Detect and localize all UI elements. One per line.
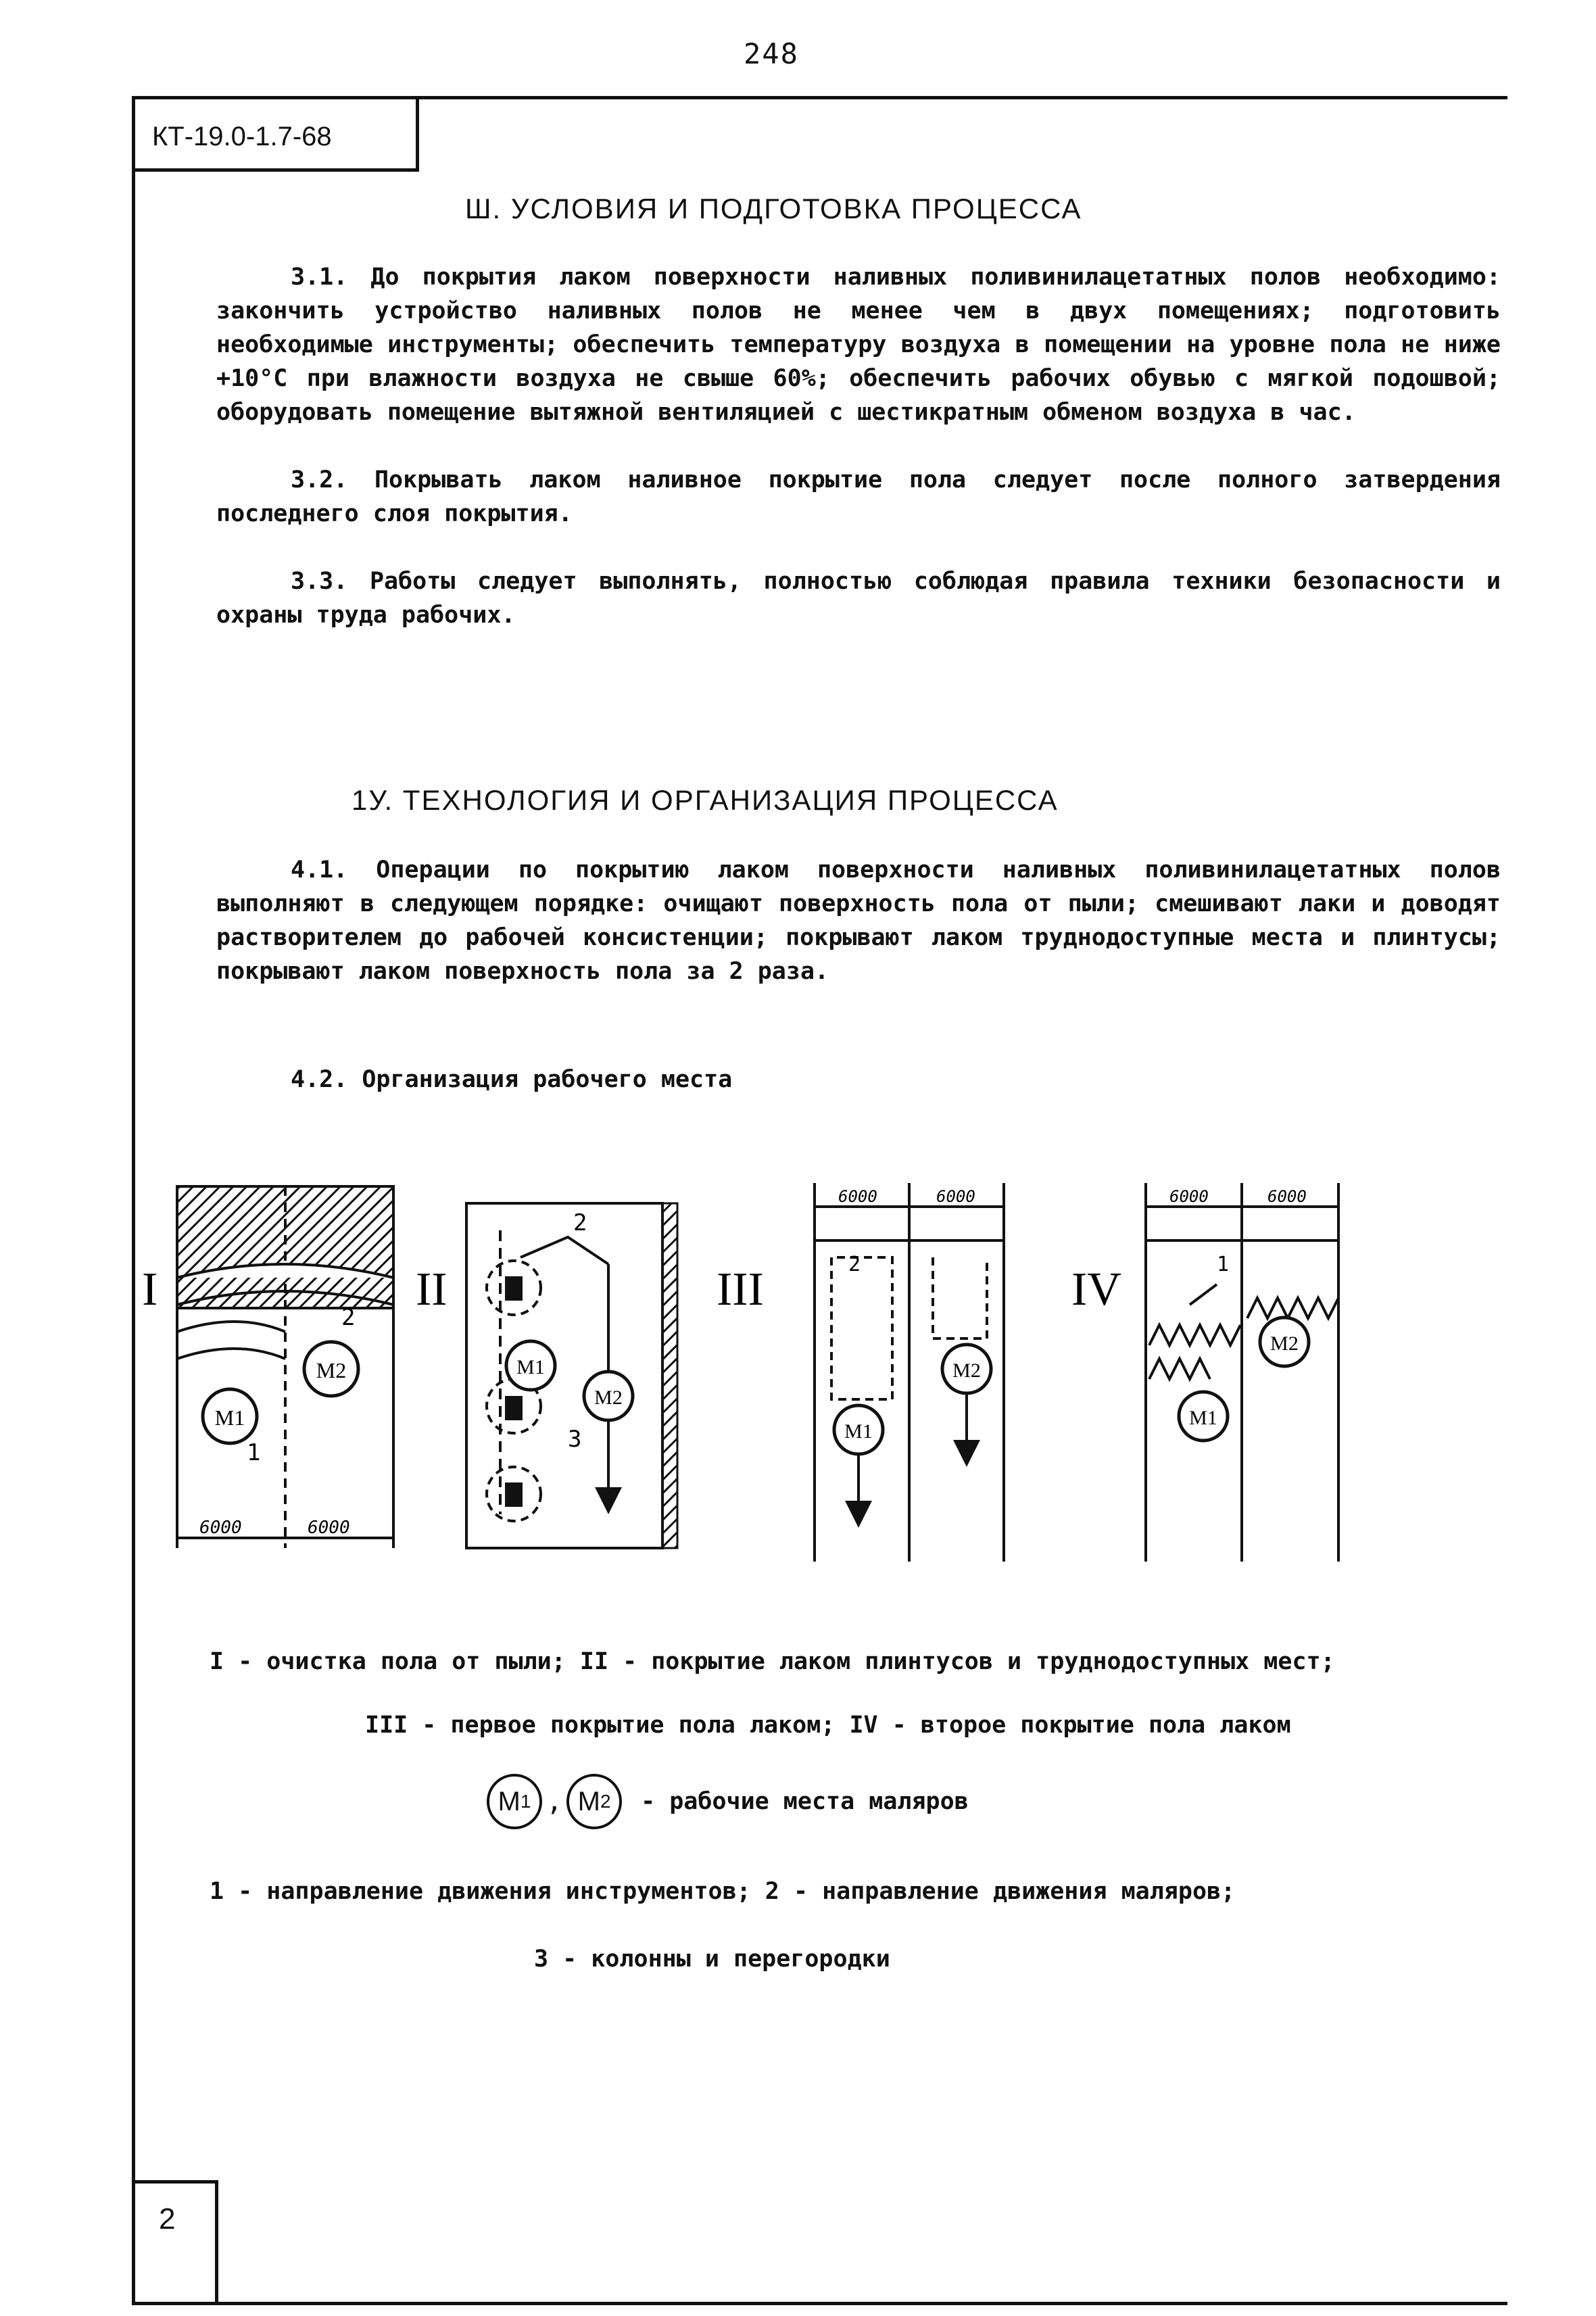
diagram-1-dim-1: 6000 — [199, 1518, 242, 1538]
diagram-4-number-1: 1 — [1217, 1253, 1230, 1276]
section4-para-2: 4.2. Организация рабочего места — [291, 1066, 733, 1093]
diagram-4-label: IV — [1071, 1263, 1121, 1316]
diagram-4-worker-m2-label: M2 — [1270, 1332, 1299, 1355]
diagram-3 — [717, 1183, 1004, 1562]
section3-title: Ш. УСЛОВИЯ И ПОДГОТОВКА ПРОЦЕССА — [465, 193, 1082, 224]
diagram-2-column-2 — [505, 1396, 523, 1420]
sheet-number: 2 — [159, 2202, 176, 2236]
legend-line-2: III - первое покрытие пола лаком; IV - второе покрытие пола лаком — [365, 1712, 1291, 1739]
legend-m2-sub: 2 — [600, 1791, 611, 1812]
diagram-2-label: II — [416, 1263, 448, 1316]
section4-body — [216, 853, 1501, 1096]
sheet-number-box — [132, 2180, 218, 2303]
diagram-2-number-2: 2 — [573, 1209, 587, 1236]
diagram-1-label: I — [142, 1263, 158, 1316]
diagram-2 — [416, 1203, 677, 1548]
diagram-2-column-1 — [505, 1276, 523, 1301]
legend-line-5: 3 - колонны и перегородки — [534, 1946, 890, 1973]
page-number: 248 — [744, 37, 799, 70]
legend-comma: , — [546, 1786, 563, 1817]
diagram-2-number-3: 3 — [568, 1426, 582, 1453]
diagram-3-worker-m1-label: M1 — [844, 1420, 873, 1443]
legend-m1-letter: М — [498, 1786, 521, 1816]
legend-workers-text: - рабочие места маляров — [641, 1788, 969, 1815]
diagram-2-worker-m1-label: M1 — [516, 1356, 545, 1378]
diagram-3-dim-1: 6000 — [838, 1187, 877, 1206]
frame-bottom-border — [132, 2302, 1507, 2305]
diagram-3-number-2: 2 — [848, 1253, 861, 1276]
diagram-4-worker-m1-label: M1 — [1189, 1407, 1217, 1429]
diagram-1-worker-m1-label: M1 — [214, 1405, 245, 1430]
workplace-diagrams — [135, 1163, 1420, 1582]
diagram-3-worker-m2-label: M2 — [952, 1359, 981, 1382]
diagram-2-column-3 — [505, 1482, 523, 1507]
diagram-3-dim-2: 6000 — [936, 1187, 975, 1206]
legend-workers-row — [487, 1771, 969, 1832]
doc-code: КТ-19.0-1.7-68 — [152, 122, 332, 151]
section3-para-2: 3.2. Покрывать лаком наливное покрытие пола следует после полного затвердения последнего слоя покрытия. — [216, 466, 1501, 527]
diagram-2-wall — [662, 1203, 677, 1548]
section3-body — [216, 260, 1501, 632]
section3-para-3: 3.3. Работы следует выполнять, полностью соблюдая правила техники безопасности и охраны труда рабочих. — [216, 568, 1501, 629]
legend-line-1: I - очистка пола от пыли; II - покрытие лаком плинтусов и труднодоступных мест; — [210, 1648, 1335, 1675]
section4-para-1: 4.1. Операции по покрытию лаком поверхности наливных поливинилацетатных полов выполняют в следующем порядке: очищают поверхность пола от пыли; смешивают лаки и доводят растворителем до рабочей консистенции; покрывают лаком труднодоступные места и плинтусы; покрывают лаком поверхность пола за 2 раза. — [216, 857, 1501, 985]
diagram-3-label: III — [717, 1263, 764, 1316]
legend-worker-m1-icon — [487, 1774, 542, 1829]
diagram-1 — [142, 1186, 393, 1548]
legend-worker-m2-icon — [566, 1774, 622, 1829]
diagram-1-worker-m2-label: M2 — [316, 1358, 347, 1382]
diagram-4 — [1071, 1183, 1338, 1562]
diagram-1-number-2: 2 — [341, 1304, 356, 1331]
diagram-1-number-1: 1 — [247, 1439, 261, 1466]
diagram-4-dim-2: 6000 — [1267, 1187, 1307, 1206]
diagram-2-worker-m2-label: M2 — [594, 1386, 623, 1409]
section3-para-1: 3.1. До покрытия лаком поверхности наливных поливинилацетатных полов необходимо: закончить устройство наливных полов не менее чем в двух помещениях; подготовить необходимые инструменты; обеспечить температуру воздуха в помещении на уровне пола не ниже +10°С при влажности воздуха не свыше 60%; обеспечить рабочих обувью с мягкой подошвой; оборудовать помещение вытяжной вентиляцией с шестикратным обменом воздуха в час. — [216, 264, 1501, 426]
legend-line-4: 1 - направление движения инструментов; 2 - направление движения маляров; — [210, 1878, 1236, 1905]
section4-title: 1У. ТЕХНОЛОГИЯ И ОРГАНИЗАЦИЯ ПРОЦЕССА — [352, 784, 1059, 816]
diagram-1-dim-2: 6000 — [308, 1518, 350, 1538]
legend-m1-sub: 1 — [520, 1791, 531, 1812]
legend-m2-letter: М — [577, 1786, 600, 1816]
diagram-4-dim-1: 6000 — [1169, 1187, 1209, 1206]
